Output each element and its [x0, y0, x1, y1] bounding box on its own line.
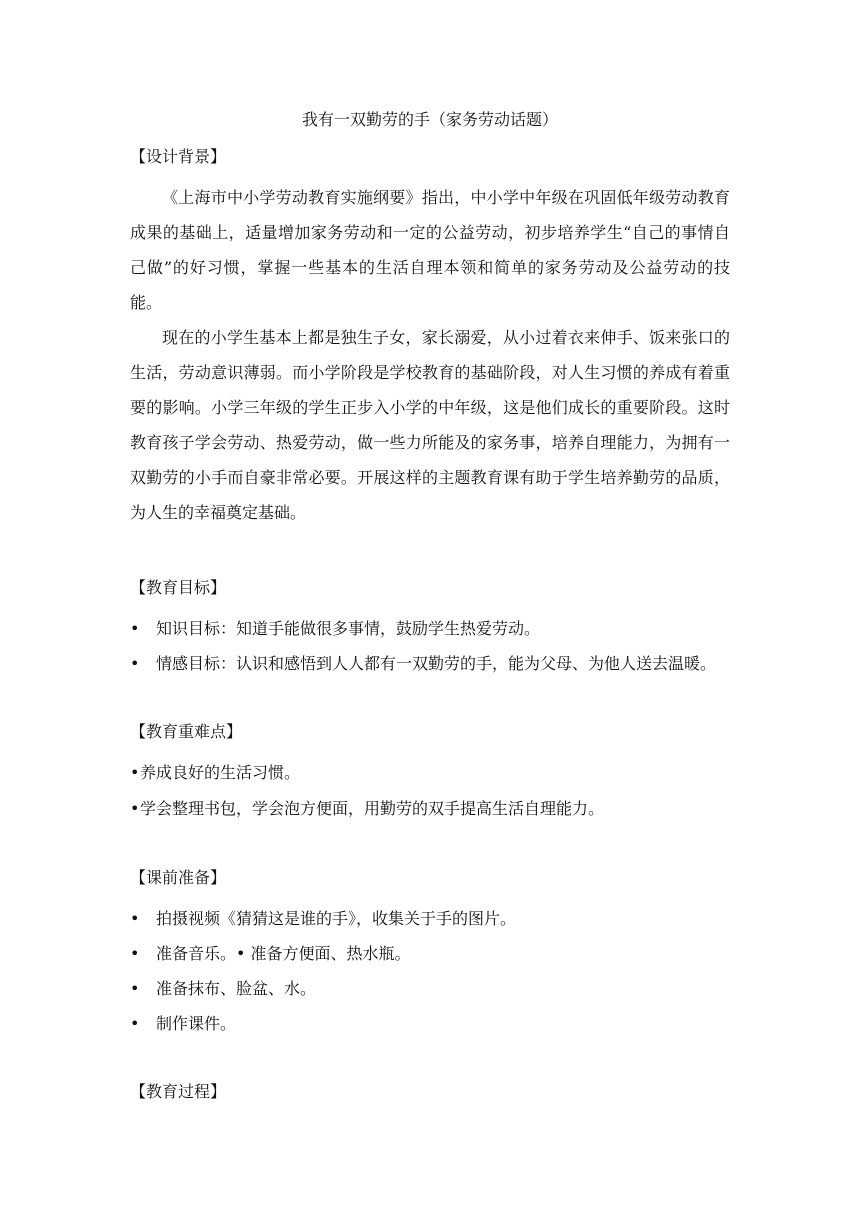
- bullet-icon: •: [130, 654, 140, 673]
- bullet-icon: •: [130, 1014, 140, 1033]
- list-item: [130, 971, 730, 1006]
- bullet-icon: •: [130, 944, 140, 963]
- section-heading-background: 【设计背景】: [130, 147, 227, 166]
- section-heading-goals: 【教育目标】: [130, 578, 227, 597]
- document-title: 我有一双勤劳的手（家务劳动话题）: [301, 110, 558, 129]
- bullet-icon: •: [130, 909, 140, 928]
- list-item: [130, 901, 730, 936]
- preparation-text: 准备音乐。• 准备方便面、热水瓶。: [156, 944, 411, 963]
- section-process: [130, 1079, 730, 1105]
- key-point-text: 学会整理书包，学会泡方便面，用勤劳的双手提高生活自理能力。: [140, 799, 605, 818]
- list-item: [130, 611, 730, 646]
- section-preparation: [130, 865, 730, 1041]
- preparation-list: [130, 901, 730, 1041]
- preparation-text: 拍摄视频《猜猜这是谁的手》，收集关于手的图片。: [156, 909, 517, 928]
- list-item: [130, 646, 730, 681]
- preparation-text: 制作课件。: [156, 1014, 237, 1033]
- spacer: [130, 827, 730, 865]
- bullet-icon: •: [130, 979, 140, 998]
- spacer: [130, 530, 730, 575]
- spacer: [130, 1041, 730, 1079]
- key-point-text: 养成良好的生活习惯。: [140, 763, 301, 782]
- section-key-points: [130, 719, 730, 827]
- section-goals: [130, 575, 730, 681]
- background-paragraph-1: 《上海市中小学劳动教育实施纲要》指出，中小学中年级在巩固低年级劳动教育成果的基础上，适量增加家务劳动和一定的公益劳动，初步培养学生“自己的事情自己做”的好习惯，掌握一些基本的生活自理本领和简单的家务劳动及公益劳动的技能。: [130, 188, 730, 312]
- goal-knowledge: 知识目标：知道手能做很多事情，鼓励学生热爱劳动。: [156, 619, 541, 638]
- section-heading-key-points: 【教育重难点】: [130, 722, 243, 741]
- spacer: [130, 681, 730, 719]
- list-item: [130, 1006, 730, 1041]
- section-heading-preparation: 【课前准备】: [130, 868, 227, 887]
- list-item: [130, 791, 730, 827]
- document-body: [130, 144, 730, 1105]
- list-item: [130, 936, 730, 971]
- goals-list: [130, 611, 730, 681]
- goal-emotion: 情感目标：认识和感悟到人人都有一双勤劳的手，能为父母、为他人送去温暖。: [156, 654, 717, 673]
- bullet-icon: •: [130, 763, 140, 782]
- bullet-icon: •: [130, 619, 140, 638]
- preparation-text: 准备抹布、脸盆、水。: [156, 979, 317, 998]
- key-points-list: [130, 755, 730, 827]
- background-paragraph-2: 现在的小学生基本上都是独生子女，家长溺爱，从小过着衣来伸手、饭来张口的生活，劳动意识薄弱。而小学阶段是学校教育的基础阶段，对人生习惯的养成有着重要的影响。小学三年级的学生正步入小学的中年级，这是他们成长的重要阶段。这时教育孩子学会劳动、热爱劳动，做一些力所能及的家务事，培养自理能力，为拥有一双勤劳的小手而自豪非常必要。开展这样的主题教育课有助于学生培养勤劳的品质，为人生的幸福奠定基础。: [130, 328, 730, 522]
- list-item: [130, 755, 730, 791]
- bullet-icon: •: [130, 799, 140, 818]
- section-heading-process: 【教育过程】: [130, 1082, 227, 1101]
- section-background: [130, 144, 730, 530]
